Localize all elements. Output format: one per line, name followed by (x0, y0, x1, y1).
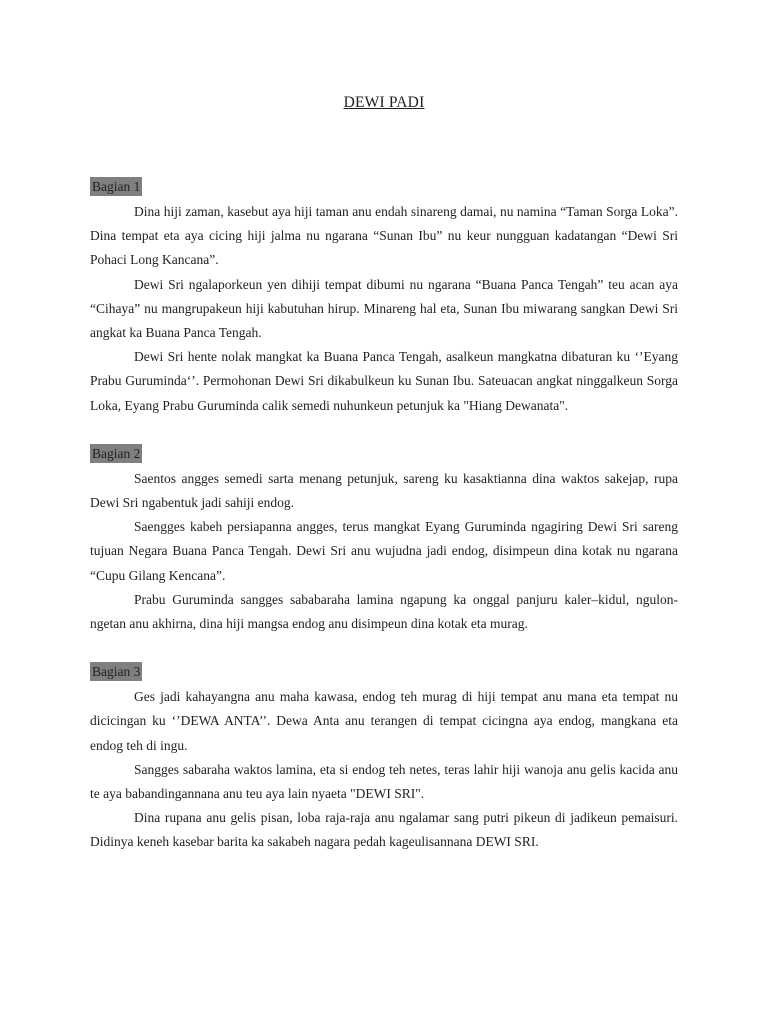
paragraph: Ges jadi kahayangna anu maha kawasa, endog teh murag di hiji tempat anu mana eta tempat nu dicicingan ku ‘’DEWA ANTA’’. Dewa Anta anu terangen di tempat cicingna aya endog, mangkana eta endog teh di ingu. (90, 689, 678, 753)
section-3 (90, 660, 678, 854)
section-1 (90, 175, 678, 418)
section-heading: Bagian 1 (92, 179, 141, 194)
section-heading: Bagian 3 (92, 664, 141, 680)
paragraph: Dewi Sri hente nolak mangkat ka Buana Panca Tengah, asalkeun mangkatna dibaturan ku ‘’Eyang Prabu Guruminda‘’. Permohonan Dewi Sri dikabulkeun ku Sunan Ibu. Sateuacan angkat ninggalkeun Sorga Loka, Eyang Prabu Guruminda calik semedi nuhunkeun petunjuk ka "Hiang Dewanata". (90, 349, 678, 413)
paragraph: Dina rupana anu gelis pisan, loba raja-raja anu ngalamar sang putri pikeun di jadikeun pemaisuri. Didinya keneh kasebar barita ka sakabeh nagara pedah kageulisannana DEWI SRI. (90, 810, 678, 850)
paragraph: Prabu Guruminda sangges sababaraha lamina ngapung ka onggal panjuru kaler–kidul, ngulon-ngetan anu akhirna, dina hiji mangsa endog anu disimpeun dina kotak eta murag. (90, 591, 678, 632)
paragraph: Dina hiji zaman, kasebut aya hiji taman anu endah sinareng damai, nu namina “Taman Sorga Loka”. Dina tempat eta aya cicing hiji jalma nu ngarana “Sunan Ibu” nu keur nungguan kadatangan “Dewi Sri Pohaci Long Kancana”. (90, 204, 678, 268)
paragraph: Dewi Sri ngalaporkeun yen dihiji tempat dibumi nu ngarana “Buana Panca Tengah” teu acan aya “Cihaya” nu mangrupakeun hiji kabutuhan hirup. Minareng hal eta, Sunan Ibu miwarang sangkan Dewi Sri angkat ka Buana Panca Tengah. (90, 276, 678, 341)
section-heading: Bagian 2 (92, 445, 141, 461)
document-body (90, 175, 678, 879)
paragraph: Saentos angges semedi sarta menang petunjuk, sareng ku kasaktianna dina waktos sakejap, rupa Dewi Sri ngabentuk jadi sahiji endog. (90, 470, 678, 511)
paragraph: Sangges sabaraha waktos lamina, eta si endog teh netes, teras lahir hiji wanoja anu gelis kacida anu te aya babandingannana anu teu aya lain nyaeta "DEWI SRI". (90, 761, 678, 802)
section-2 (90, 442, 678, 636)
paragraph: Saengges kabeh persiapanna angges, terus mangkat Eyang Guruminda ngagiring Dewi Sri sareng tujuan Negara Buana Panca Tengah. Dewi Sri anu wujudna jadi endog, disimpeun dina kotak nu ngarana “Cupu Gilang Kencana”. (90, 519, 678, 583)
page-title: DEWI PADI (343, 94, 425, 111)
